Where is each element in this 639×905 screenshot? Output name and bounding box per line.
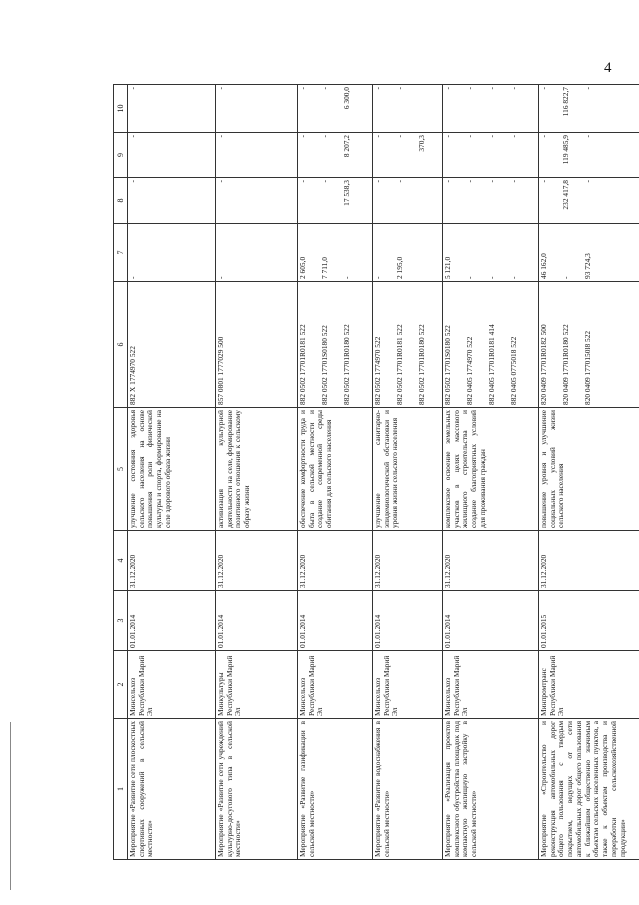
column-header-4: 4 [114, 531, 128, 591]
cell-c10-line: - [373, 87, 382, 90]
cell-c7-line: - [373, 276, 382, 279]
cell-c4: 31.12.2020 [216, 531, 298, 591]
cell-c8-line: - [128, 180, 137, 183]
cell-c5: комплексное освоение земельных участков в целях массового жилищного строительства и создание благоприятных условий для проживания граждан [443, 408, 539, 531]
cell-c3: 01.01.2014 [216, 591, 298, 651]
column-header-6: 6 [114, 282, 128, 408]
cell-c6 [128, 282, 216, 408]
cell-c6-line: 820 0409 17701R0182 500 [539, 324, 548, 405]
cell-c2: Минкультуры Республики Марий Эл [216, 651, 298, 719]
cell-c6 [373, 282, 443, 408]
cell-c10 [298, 85, 373, 133]
cell-c7-line: 93 724,3 [583, 253, 592, 279]
cell-c9 [216, 133, 298, 178]
cell-c6-line: 820 0409 1770150l8 522 [583, 330, 592, 405]
cell-c4: 31.12.2020 [443, 531, 539, 591]
cell-c10 [128, 85, 216, 133]
cell-c1: Мероприятие «Развитие газификации в сельской местности» [298, 719, 373, 860]
cell-c9-line: - [487, 135, 496, 138]
cell-c7-line: 2 195,0 [395, 256, 404, 279]
cell-c3: 01.01.2014 [128, 591, 216, 651]
cell-c7-line [418, 226, 440, 279]
cell-c7 [216, 224, 298, 282]
cell-c8 [443, 178, 539, 224]
cell-c8-line [418, 180, 440, 221]
cell-c9 [298, 133, 373, 178]
cell-c4: 31.12.2020 [128, 531, 216, 591]
cell-c9-line: - [395, 135, 404, 138]
cell-c9-line: - [509, 135, 518, 138]
cell-c9 [128, 133, 216, 178]
cell-c6-line: 820 0409 17701R0180 522 [561, 324, 570, 405]
cell-c8-line: - [583, 180, 592, 183]
cell-c7-line: - [487, 276, 496, 279]
column-header-7: 7 [114, 224, 128, 282]
cell-c8-line: - [320, 180, 329, 183]
cell-c9-line: - [216, 135, 225, 138]
cell-c8-line: - [395, 180, 404, 183]
cell-c2: Минсельхоз Республики Марий Эл [373, 651, 443, 719]
cell-c10-line: - [320, 87, 329, 90]
cell-c9-line: - [443, 135, 452, 138]
cell-c10 [539, 85, 639, 133]
cell-c7-line: - [465, 276, 474, 279]
cell-c10-line: - [298, 87, 307, 90]
cell-c2: Минсельхоз Республики Марий Эл [298, 651, 373, 719]
cell-c9-line: 119 485,9 [561, 135, 570, 165]
cell-c6-line: 857 0801 1777029 500 [216, 336, 225, 405]
cell-c6-line: 882 X 1774970 522 [128, 346, 137, 405]
cell-c10 [216, 85, 298, 133]
cell-c5: улучшение состояния здоровья сельского населения на основе повышения роли физической культуры и спорта, формирование на селе здорового образа жизни [128, 408, 216, 531]
cell-c6 [298, 282, 373, 408]
column-header-5: 5 [114, 408, 128, 531]
cell-c10-line: - [539, 87, 548, 90]
cell-c5: активизация культурной деятельности на селе, формирование позитивного отношения к сельскому образу жизни [216, 408, 298, 531]
cell-c7 [373, 224, 443, 282]
cell-c7-line: 2 605,0 [298, 256, 307, 279]
cell-c6-line: 882 0405 0775018 522 [509, 336, 518, 405]
cell-c6-line: 882 0502 17701R0180 522 [417, 324, 426, 405]
cell-c9-line: 370,3 [417, 135, 426, 152]
cell-c8-line: - [373, 180, 382, 183]
cell-c6-line: 882 0502 17701S0180 522 [443, 325, 452, 405]
cell-c7 [128, 224, 216, 282]
scan-edge-line [10, 722, 11, 890]
cell-c10-line: - [395, 87, 404, 90]
cell-c1: Мероприятие «Развитие сети плоскостных спортивных сооружений в сельской местности» [128, 719, 216, 860]
cell-c3: 01.01.2015 [539, 591, 639, 651]
cell-c8-line: - [298, 180, 307, 183]
column-header-1: 1 [114, 719, 128, 860]
cell-c6-line: 882 0405 17701R0181 414 [487, 324, 496, 405]
cell-c8-line: 17 538,3 [342, 180, 351, 206]
cell-c9-line: - [465, 135, 474, 138]
column-header-9: 9 [114, 133, 128, 178]
cell-c10 [373, 85, 443, 133]
cell-c6-line: 882 0502 1774970 522 [373, 336, 382, 405]
cell-c6 [539, 282, 639, 408]
cell-c8-line: - [539, 180, 548, 183]
cell-c8 [216, 178, 298, 224]
cell-c4: 31.12.2020 [298, 531, 373, 591]
measures-table [113, 84, 639, 860]
cell-c5: обеспечение комфортности труда и быта в сельской местности и создание современной среды обитания для сельского населения [298, 408, 373, 531]
cell-c9-line: - [298, 135, 307, 138]
cell-c10-line: - [465, 87, 474, 90]
cell-c10-line: - [216, 87, 225, 90]
column-header-3: 3 [114, 591, 128, 651]
cell-c10-line: - [487, 87, 496, 90]
cell-c7-line: - [561, 276, 570, 279]
cell-c9-line: - [539, 135, 548, 138]
cell-c2: Минсельхоз Республики Марий Эл [128, 651, 216, 719]
cell-c9-line: - [128, 135, 137, 138]
cell-c1: Мероприятие «Развитие сети учреждений культурно-досугового типа в сельской местности» [216, 719, 298, 860]
table-row [373, 85, 443, 860]
cell-c6-line: 882 0405 1774970 522 [465, 336, 474, 405]
cell-c9-line: - [583, 135, 592, 138]
cell-c7-line: - [128, 276, 137, 279]
cell-c10-line: 116 822,7 [561, 87, 570, 117]
cell-c10 [443, 85, 539, 133]
cell-c3: 01.01.2014 [298, 591, 373, 651]
table-body [128, 85, 639, 860]
cell-c6 [443, 282, 539, 408]
cell-c6-line: 882 0502 17701R0180 522 [342, 324, 351, 405]
cell-c9-line: - [320, 135, 329, 138]
cell-c9-line: 8 207,2 [342, 135, 351, 158]
cell-c6-line: 882 0502 17701R0181 522 [395, 324, 404, 405]
cell-c10-line [418, 87, 440, 130]
cell-c7-line: - [509, 276, 518, 279]
cell-c6-line: 882 0502 17701R0181 522 [298, 324, 307, 405]
cell-c10-line: - [443, 87, 452, 90]
cell-c8-line: - [443, 180, 452, 183]
cell-c7-line: 7 711,0 [320, 257, 329, 279]
table-row [443, 85, 539, 860]
cell-c9 [443, 133, 539, 178]
table-row [216, 85, 298, 860]
cell-c10-line: - [509, 87, 518, 90]
cell-c8-line: 232 417,8 [561, 180, 570, 210]
cell-c3: 01.01.2014 [443, 591, 539, 651]
header-row [114, 85, 128, 860]
table-row [128, 85, 216, 860]
cell-c7 [298, 224, 373, 282]
cell-c2: Минсельхоз Республики Марий Эл [443, 651, 539, 719]
cell-c9-line: - [373, 135, 382, 138]
cell-c2: Минпромтранс Республики Марий Эл [539, 651, 639, 719]
cell-c8 [298, 178, 373, 224]
rotated-table-wrapper [113, 85, 637, 860]
cell-c1: Мероприятие «Реализация проектов комплексного обустройства площадок под компактную жилищную застройку в сельской местности» [443, 719, 539, 860]
cell-c5: повышение уровня и улучшение социальных условий жизни сельского населения [539, 408, 639, 531]
cell-c8-line: - [216, 180, 225, 183]
cell-c7-line: - [342, 276, 351, 279]
cell-c4: 31.12.2020 [539, 531, 639, 591]
cell-c8-line: - [465, 180, 474, 183]
cell-c10-line: 6 300,0 [342, 87, 351, 110]
cell-c7 [443, 224, 539, 282]
cell-c9 [539, 133, 639, 178]
column-header-2: 2 [114, 651, 128, 719]
cell-c8 [128, 178, 216, 224]
cell-c7 [539, 224, 639, 282]
cell-c8-line: - [509, 180, 518, 183]
cell-c7-line: 5 121,0 [443, 256, 452, 279]
table-row [539, 85, 639, 860]
table-row [298, 85, 373, 860]
cell-c8-line: - [487, 180, 496, 183]
cell-c7-line: 46 162,0 [539, 253, 548, 279]
cell-c8 [373, 178, 443, 224]
cell-c5: улучшение санитарно-эпидемиологической обстановки и уровня жизни сельского населения [373, 408, 443, 531]
column-header-8: 8 [114, 178, 128, 224]
cell-c10-line: - [583, 87, 592, 90]
cell-c9 [373, 133, 443, 178]
cell-c8 [539, 178, 639, 224]
page-number: 4 [604, 60, 612, 76]
cell-c10-line: - [128, 87, 137, 90]
column-header-10: 10 [114, 85, 128, 133]
cell-c3: 01.01.2014 [373, 591, 443, 651]
cell-c6 [216, 282, 298, 408]
cell-c7-line: - [216, 276, 225, 279]
cell-c1: Мероприятие «Развитие водоснабжения в сельской местности» [373, 719, 443, 860]
cell-c4: 31.12.2020 [373, 531, 443, 591]
cell-c6-line: 882 0502 17701S0180 522 [320, 325, 329, 405]
cell-c1: Мероприятие «Строительство и реконструкция автомобильных дорог общего пользования с твердым покрытием, ведущих от сети автомобильных дорог общего пользования к ближайшим общественно значимым объектам сельских населенных пунктов, а также к объектам производства и переработки сельскохозяйственной продукции» [539, 719, 639, 860]
